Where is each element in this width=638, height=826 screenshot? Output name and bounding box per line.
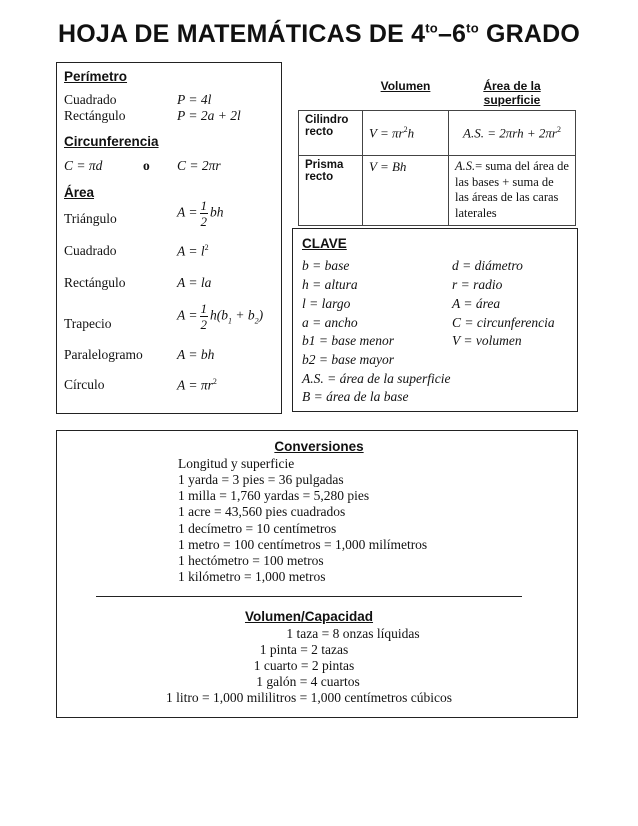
circunferencia-heading: Circunferencia [64,134,159,149]
clave-item: C = circunferencia [452,315,555,330]
prism-volume: V = Bh [363,156,449,226]
conversion-line: 1 cuarto = 2 pintas [253,658,355,673]
prism-label: Prisma recto [299,156,363,226]
area-rectangulo-label: Rectángulo [64,275,126,290]
area-heading: Área [64,185,95,200]
clave-item: d = diámetro [452,258,523,273]
conversion-line: 1 galón = 4 cuartos [256,674,360,689]
area-trapecio-formula: A = $\frac{1}{2}$ $h(b_1 + b_2)$ [177,301,264,332]
conversion-line: 1 kilómetro = 1,000 metros [178,569,326,584]
clave-item: V = volumen [452,333,522,348]
surface-area-header: Área de la superficie [483,79,541,107]
area-paralelogramo-formula: A = bh [177,347,215,362]
perimetro-rectangulo-label: Rectángulo [64,108,126,123]
perimetro-rectangulo-formula: P = 2a + 2l [177,108,241,123]
circunferencia-formula-1: C = πd [64,158,103,173]
area-rectangulo-formula: A = la [177,275,212,290]
area-triangulo-formula: A = $\frac{1}{2}$ bh [177,198,224,229]
conversion-line: 1 milla = 1,760 yardas = 5,280 pies [178,488,370,503]
clave-item: b2 = base mayor [302,352,394,367]
circunferencia-formula-2: C = 2πr [177,158,221,173]
area-circulo-formula: $A = \pi r^2$ [177,377,217,393]
clave-heading: CLAVE [302,236,347,251]
area-circulo-label: Círculo [64,377,105,392]
clave-item: A.S. = área de la superficie [302,371,451,386]
area-cuadrado-formula: $A = l^2$ [177,243,209,259]
conversion-line: 1 taza = 8 onzas líquidas [286,626,420,641]
clave-item: b1 = base menor [302,333,394,348]
conversion-line: 1 decímetro = 10 centímetros [178,521,337,536]
conversion-line: 1 litro = 1,000 mililitros = 1,000 centímetros cúbicos [166,690,452,705]
cylinder-surface-area: A.S. = $2\pi rh + 2\pi r^2$ [449,111,576,156]
clave-item: A = área [452,296,501,311]
conversion-line: 1 yarda = 3 pies = 36 pulgadas [178,472,344,487]
conversion-line: 1 acre = 43,560 pies cuadrados [178,504,346,519]
clave-item: b = base [302,258,350,273]
cylinder-label: Cilindro recto [299,111,363,156]
circunferencia-or: o [143,158,150,173]
volume-table [298,76,576,226]
page-title: HOJA DE MATEMÁTICAS DE $4^{to}-6^{to}$ GRADO [57,20,581,48]
clave-item: B = área de la base [302,389,409,404]
conversion-line: 1 hectómetro = 100 metros [178,553,324,568]
area-triangulo-label: Triángulo [64,211,117,226]
conversiones-heading: Conversiones [274,439,364,454]
one-half-fraction: $\frac{1}{2}$ [200,301,207,332]
area-paralelogramo-label: Paralelogramo [64,347,143,362]
conversion-line: 1 pinta = 2 tazas [259,642,349,657]
prism-surface-area: A.S.= suma del área de las bases + suma de las áreas de las caras laterales [449,156,576,226]
cylinder-volume: $V = \pi r^2h$ [363,111,449,156]
clave-item: h = altura [302,277,358,292]
divider [96,596,522,597]
clave-item: r = radio [452,277,503,292]
clave-item: l = largo [302,296,351,311]
conversion-line: 1 metro = 100 centímetros = 1,000 milímetros [178,537,428,552]
table-row [299,111,576,156]
conversion-line: Longitud y superficie [178,456,295,471]
table-row [299,156,576,226]
area-trapecio-label: Trapecio [64,316,112,331]
one-half-fraction: $\frac{1}{2}$ [200,198,207,229]
clave-item: a = ancho [302,315,358,330]
perimetro-cuadrado-label: Cuadrado [64,92,117,107]
area-cuadrado-label: Cuadrado [64,243,117,258]
perimetro-heading: Perímetro [64,69,128,84]
volume-header: Volumen [380,79,431,93]
volumen-capacidad-heading: Volumen/Capacidad [244,609,374,624]
perimetro-cuadrado-formula: P = 4l [177,92,212,107]
